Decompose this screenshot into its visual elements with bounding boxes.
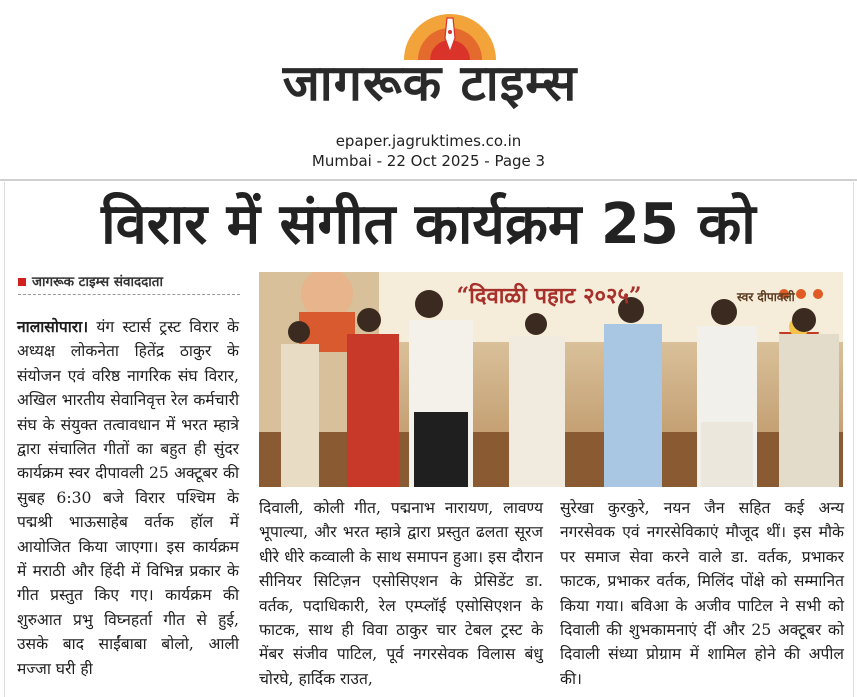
photo-banner-title: “दिवाळी पहाट २०२५” xyxy=(456,283,642,309)
dateline: नालासोपारा। xyxy=(17,317,89,336)
article-column-1 xyxy=(17,315,239,681)
edition-date: Mumbai - 22 Oct 2025 - Page 3 xyxy=(311,152,546,170)
article-headline: विरार में संगीत कार्यक्रम 25 को xyxy=(101,192,756,257)
article-column-3: सुरेखा कुरकुरे, नयन जैन सहित कई अन्य नगरसेवक एवं नगरसेविकाएं मौजूद थीं। इस मौके पर समाज सेवा करने वाले डा. वर्तक, प्रभाकर फाटक, प्रभाकर वर्तक, मिलिंद पोंक्षे को सम्मानित किया गया। बविआ के अजीव पाटिल ने सभी को दिवाली की शुभकामनाएं दीं और 25 अक्टूबर को दिवाली संध्या प्रोग्राम में शामिल होने की अपील की। xyxy=(560,499,844,688)
article-byline xyxy=(18,272,238,290)
article-column-2: दिवाली, कोली गीत, पद्मनाभ नारायण, लावण्य भूपाल्या, और भरत म्हात्रे द्वारा प्रस्तुत ढलता सूरज धीरे धीरे कव्वाली के साथ समापन हुआ। इस दौरान सीनियर सिटिज़न एसोसिएशन के प्रेसिडेंट डा. वर्तक, पदाधिकारी, रेल एम्प्लॉई एसोसिएशन के फाटक, साथ ही विवा ठाकुर चार टेबल ट्रस्ट के मेंबर संजीव पाटिल, पूर्व नगरसेवक विलास बंधु चोरघे, हार्दिक राउत, xyxy=(259,499,543,688)
photo-banner-sub: स्वर दीपावली xyxy=(737,290,795,304)
byline-text: जागरूक टाइम्स संवाददाता xyxy=(32,274,163,290)
byline-divider xyxy=(18,294,240,295)
column-1-text: यंग स्टार्स ट्रस्ट विरार के अध्यक्ष लोकनेता हितेंद्र ठाकुर के संयोजन एवं वरिष्ठ नागरिक संघ विरार, अखिल भारतीय सेवानिवृत्त रेल कर्मचारी संघ के संयुक्त तत्वावधान में भरत म्हात्रे द्वारा संचालित गीतों का बहुत ही सुंदर कार्यक्रम स्वर दीपावली 25 अक्टूबर की सुबह 6:30 बजे विरार पश्चिम के पद्मश्री भाऊसाहेब वर्तक हॉल में आयोजित किया जाएगा। इस कार्यक्रम में मराठी और हिंदी में विभिन्न प्रकार के गीत प्रस्तुत किए गए। कार्यक्रम की शुरुआत प्रभु विघ्नहर्ता गीत से हुई, उसके बाद साईंबाबा बोलो, आली मज्जा घरी ही xyxy=(17,318,239,678)
masthead-logo-text: जागरूक टाइम्स xyxy=(282,54,578,112)
byline-square-icon xyxy=(18,278,26,286)
masthead-divider xyxy=(0,179,857,181)
masthead xyxy=(0,0,857,180)
event-photo xyxy=(259,272,843,487)
epaper-url[interactable]: epaper.jagruktimes.co.in xyxy=(335,132,522,150)
